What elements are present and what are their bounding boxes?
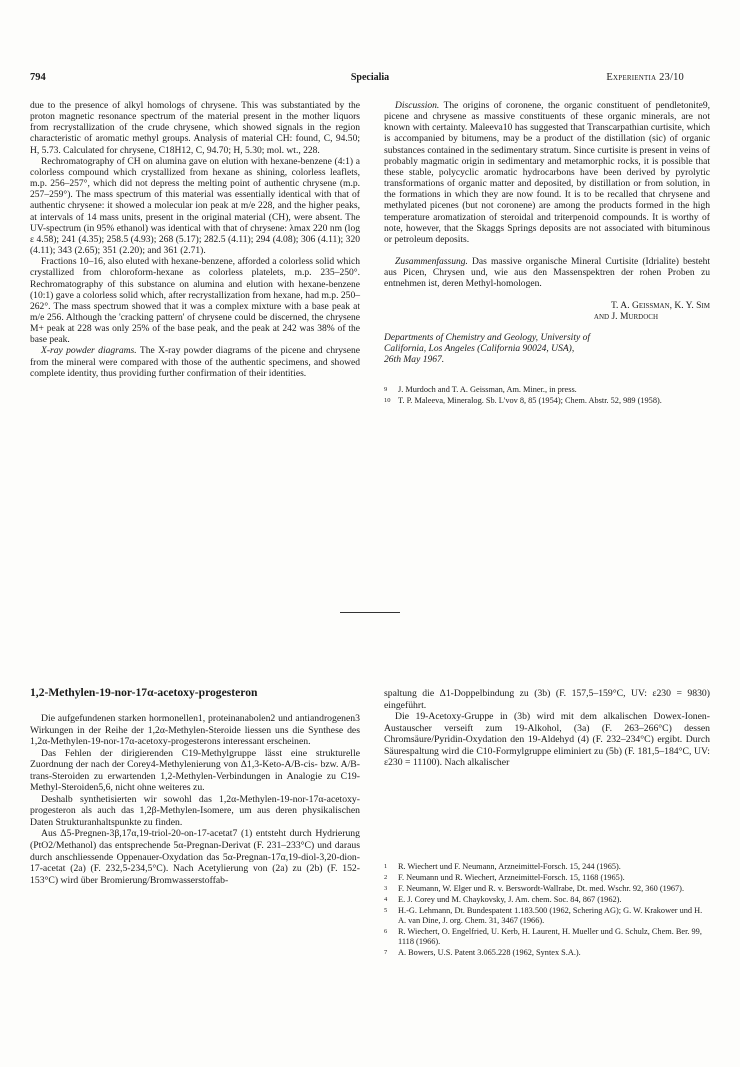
paragraph-label: Discussion. [395, 100, 440, 111]
paragraph [384, 256, 710, 289]
paragraph-text: The origins of coronene, the organic constituent of pendletonite9, picene and chrysene as massive constituents of these organic minerals, are not known with certainty. Maleeva10 has suggested that Transcarpathian curtisite, which is accompanied by bitumens, may be a product of the distillation (sic) of organic substances contained in the sedimentary stratum. Since curtisite is present in veins of probably magmatic origin in sedimentary and metamorphic rocks, it is possible that these stable, polycyclic aromatic hydrocarbons have been derived by pyrolytic transformations of organic matter and deposited, by distillation or from solution, in the formations in which they are now found. It is to be recalled that chrysene and methylated picenes (but not coronene) are among the products formed in the high temperature aromatization of steroidal and triterpenoid compounds. It is worthy of note, however, that the Skaggs Springs deposits are not associated with bituminous or petroleum deposits. [384, 100, 711, 245]
article1-right-column [384, 100, 710, 407]
paragraph: Deshalb synthetisierten wir sowohl das 1,2α-Methylen-19-nor-17α-acetoxy-progesteron als auch das 1,2β-Methylen-Isomere, um aus deren physikalischen Daten Strukturanhaltspunkte zu finden. [30, 793, 360, 828]
article-title: 1,2-Methylen-19-nor-17α-acetoxy-progesteron [30, 686, 258, 699]
paragraph: Rechromatography of CH on alumina gave on elution with hexane-benzene (4:1) a colorless compound which crystallized from hexane as shining, colorless leaflets, m.p. 256–257°, which did not depress the melting point of authentic chrysene (m.p. 257–259°). The mass spectrum of this material was essentially identical with that of authentic chrysene: it showed a molecular ion peak at m/e 228, and the higher peaks, at intervals of 14 mass units, present in the original material (CH), were absent. The UV-spectrum (in 95% ethanol) was identical with that of chrysene: λmax 220 nm (log ε 4.58); 241 (4.35); 258.5 (4.93); 268 (5.17); 282.5 (4.11); 294 (4.08); 306 (4.11); 320 (4.11); 343 (2.65); 351 (2.20); and 361 (2.71). [30, 155, 360, 257]
paragraph: Aus Δ5-Pregnen-3β,17α,19-triol-20-on-17-acetat7 (1) entsteht durch Hydrierung (PtO2/Methanol) das entsprechende 5α-Pregnan-Derivat (F. 231–233°C) und daraus durch anschliessende Oppenauer-Oxydation das 5α-Pregnan-17α,19-diol-3,20-dion-17-acetat (2a) (F. 232,5-234,5°C). Nach Acetylierung von (2a) zu (2b) (F. 152-153°C) wird über Bromierung/Bromwasserstoffab- [30, 828, 360, 886]
footnote-text: F. Neumann, W. Elger und R. v. Berswordt-Wallrabe, Dt. med. Wschr. 92, 360 (1967). [398, 884, 685, 893]
footnote [384, 873, 710, 883]
footnote-text: R. Wiechert, O. Engelfried, U. Kerb, H. Laurent, H. Mueller und G. Schulz, Chem. Ber. 99, 1118 (1966). [398, 927, 702, 946]
article2-footnotes [384, 862, 710, 959]
footnote [384, 948, 710, 958]
footnotes [384, 385, 710, 406]
author-signature: and J. Murdoch [593, 310, 658, 322]
section-heading: Specialia [350, 72, 390, 83]
footnote: 9 J. Murdoch and T. A. Geissman, Am. Miner., in press. [384, 385, 577, 395]
footnote-number: 5 [384, 907, 388, 914]
paragraph: spaltung die Δ1-Doppelbindung zu (3b) (F. 157,5–159°C, UV: ε230 = 9830) eingeführt. [384, 688, 710, 711]
footnote-text: E. J. Corey und M. Chaykovsky, J. Am. chem. Soc. 84, 867 (1962). [398, 895, 622, 904]
paragraph-text: Das massive organische Mineral Curtisite (Idrialite) besteht aus Picen, Chrysen und, wie aus den Massenspektren der rohen Proben zu entnehmen ist, deren Methyl-homologen. [384, 256, 711, 290]
paragraph-label: X-ray powder diagrams. [41, 345, 137, 357]
footnote-number: 6 [384, 928, 388, 935]
paragraph [30, 345, 360, 378]
paragraph: Die aufgefundenen starken hormonellen1, proteinanabolen2 und antiandrogenen3 Wirkungen in der Reihe der 1,2α-Methylen-Steroide liessen uns die Synthese des 1,2α-Methylen-19-nor-17α-acetoxy-progesterons interessant erscheinen. [30, 713, 360, 748]
footnote-text: A. Bowers, U.S. Patent 3.065.228 (1962, Syntex S.A.). [398, 948, 581, 957]
footnote [384, 884, 710, 894]
page-number: 794 [30, 72, 46, 83]
footnote [384, 927, 710, 947]
paragraph: Das Fehlen der dirigierenden C19-Methylgruppe lässt eine strukturelle Zuordnung der nach der Corey4-Methylenierung von Δ1,3-Keto-A/B-cis- bzw. A/B-trans-Steroiden zu erwartenden 1,2-Methylen-Verbindungen in Analogie zu C19-Methyl-Steroiden5,6, nicht ohne weiteres zu. [30, 747, 360, 794]
footnote-number: 7 [384, 949, 388, 956]
paragraph: Fractions 10–16, also eluted with hexane-benzene, afforded a colorless solid which crystallized from chloroform-hexane as colorless platelets, m.p. 235–250°. Rechromatography of this substance on alumina and elution with hexane-benzene (10:1) gave a colorless solid which, after recrystallization from hexane, had m.p. 250–262°. The mass spectrum showed that it was a complex mixture with a base peak at m/e 256. Although the 'cracking pattern' of chrysene could be discerned, the chrysene M+ peak at 228 was only 25% of the base peak, and the peak at 242 was 38% of the base peak. [30, 256, 360, 346]
paragraph-label: Zusammenfassung. [395, 256, 468, 268]
footnote-number: 1 [384, 863, 388, 870]
article2-right-column [384, 688, 710, 769]
journal-reference: Experientia 23/10 [606, 72, 684, 83]
affiliation-date: 26th May 1967. [384, 354, 445, 366]
footnote [384, 906, 710, 926]
footnote-text: F. Neumann und R. Wiechert, Arzneimittel-Forsch. 15, 1168 (1965). [398, 873, 625, 882]
paragraph: Die 19-Acetoxy-Gruppe in (3b) wird mit dem alkalischen Dowex-Ionen-Austauscher verseift zum 19-Alkohol, (3a) (F. 263–266°C) dessen Chromsäure/Pyridin-Oxydation den 19-Aldehyd (4) (F. 232–234°C) ergibt. Durch Säurespaltung wird die C10-Formylgruppe eliminiert zu (5b) (F. 181,5–184°C, UV: ε230 = 11100). Nach alkalischer [384, 711, 710, 769]
footnote-text: R. Wiechert und F. Neumann, Arzneimittel-Forsch. 15, 244 (1965). [398, 862, 621, 871]
paragraph-text: The X-ray powder diagrams of the picene and chrysene from the mineral were compared with those of the authentic specimens, and showed complete identity, thus providing further confirmation of their identities. [30, 345, 361, 379]
author-signature: T. A. Geissman, K. Y. Sim [610, 299, 710, 311]
section-divider [340, 612, 400, 613]
affiliation: Departments of Chemistry and Geology, University of [384, 331, 591, 343]
paragraph [384, 100, 710, 245]
footnote-number: 4 [384, 896, 388, 903]
affiliation: California, Los Angeles (California 90024, USA), [384, 342, 575, 354]
footnote-number: 3 [384, 885, 388, 892]
article1-left-column [30, 100, 360, 379]
footnote: 10 T. P. Maleeva, Mineralog. Sb. L'vov 8, 85 (1954); Chem. Abstr. 52, 989 (1958). [384, 396, 662, 406]
footnote [384, 862, 710, 872]
footnote-number: 2 [384, 874, 388, 881]
paragraph: due to the presence of alkyl homologs of chrysene. This was substantiated by the proton magnetic resonance spectrum of the material present in the mother liquors from recrystallization of the crude chrysene, which showed signals in the region characteristic of aromatic methyl groups. Analysis of material CH: found, C, 94.50; H, 5.73. Calculated for chrysene, C18H12, C, 94.70; H, 5.30; mol. wt., 228. [30, 100, 360, 156]
article2-left-column [30, 713, 360, 886]
footnote [384, 895, 710, 905]
footnote-text: H.-G. Lehmann, Dt. Bundespatent 1.183.500 (1962, Schering AG); G. W. Krakower und H. A. van Dine, J. org. Chem. 31, 3467 (1966). [398, 906, 703, 925]
